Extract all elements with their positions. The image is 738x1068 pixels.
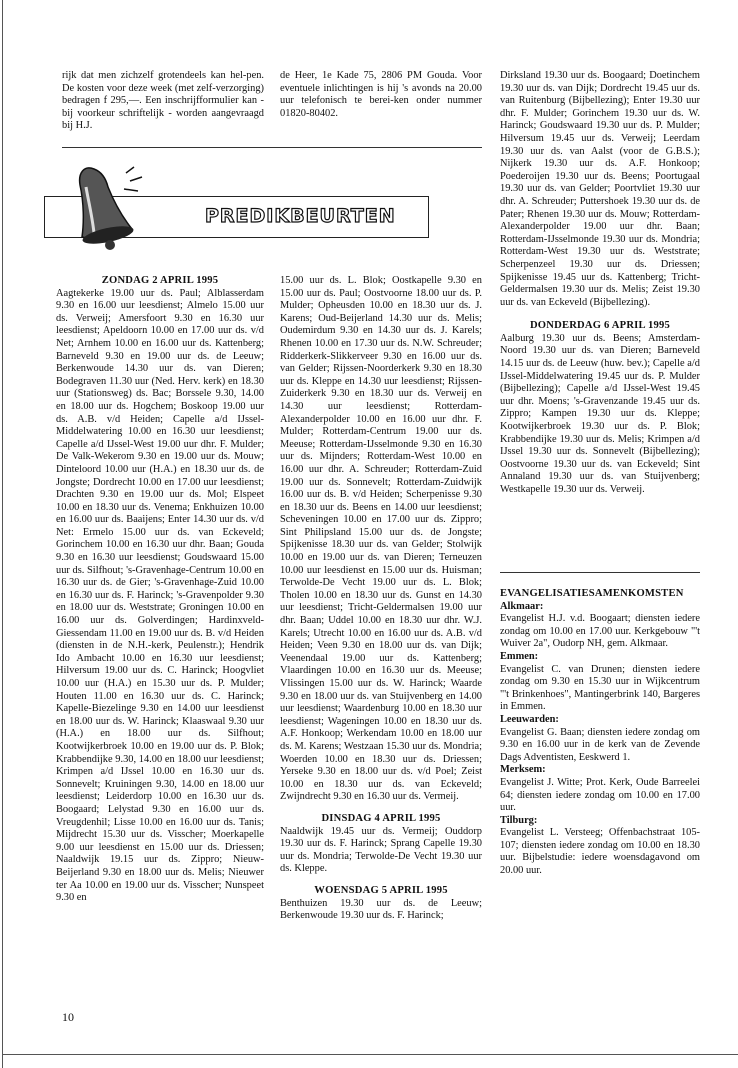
dinsdag-text: Naaldwijk 19.45 uur ds. Vermeij; Ouddorp 19.30 uur ds. F. Harinck; Sprang Capelle 19.30 uur ds. Mondria; Terwolde-De Vecht 19.30 uur ds. Kleppe. xyxy=(280,825,482,875)
zondag-heading: ZONDAG 2 APRIL 1995 xyxy=(101,275,219,286)
evangelisatie-entry xyxy=(500,651,700,714)
column-2 xyxy=(280,275,482,923)
column-1 xyxy=(56,275,264,905)
donderdag-text: Aalburg 19.30 uur ds. Beens; Amsterdam-Noord 19.30 uur ds. van Dieren; Barneveld 14.15 uur ds. de Leeuw (huw. bev.); Capelle a/d IJssel-Middelwatering 19.45 uur ds. P. Mulder (Bijbellezing); Capelle a/d IJssel-West 19.45 uur dhr. Moens; 's-Gravenzande 19.45 uur ds. Zippro; Kampen 19.30 uur ds. Kleppe; Kootwijkerbroek 19.30 uur ds. P. Blok; Krabbendijke 19.30 uur ds. Melis; Krimpen a/d IJssel 19.30 uur ds. Sonnevelt (Bijbellezing); Oostvoorne 19.30 uur ds. van Eckeveld; Sint Annaland 19.30 uur ds. van Stuijvenberg; Westkapelle 19.30 uur ds. Verweij. xyxy=(500,332,700,495)
bell-icon xyxy=(58,163,148,258)
entry-text: Evangelist L. Versteeg; Offenbachstraat 105-107; diensten iedere zondag om 10.00 en 18.30 uur. Bijbelstudie: iedere woensdagavond om 20.00 uur. xyxy=(500,827,700,877)
entry-text: Evangelist G. Baan; diensten iedere zondag om 9.30 en 16.00 uur in de kerk van de Zevende Dags Adventisten, Eeskwerd 1. xyxy=(500,726,700,763)
woensdag-text-b: Dirksland 19.30 uur ds. Boogaard; Doetinchem 19.30 uur ds. van Dijk; Dordrecht 19.45 uur ds. van Ruitenburg (Bijbellezing); Enter 19.30 uur dhr. F. Mulder; Gorinchem 19.30 uur ds. W. Harinck; Goudswaard 19.30 uur ds. P. Mulder; Hilversum 19.45 uur ds. Verweij; Leerdam 19.30 uur ds. van Aalst (voor de G.B.S.); Nijkerk 19.30 uur ds. A.F. Honkoop; Poederoijen 19.30 uur ds. Beens; Poortugaal 19.30 uur ds. van Gelder; Poortvliet 19.30 uur dhr. A. Schreuder; Puttershoek 19.30 uur ds. de Pater; Rhenen 19.30 uur ds. Mouw; Rotterdam-Alexanderpolder 19.00 uur dhr. Baan; Rotterdam-IJsselmonde 19.30 uur ds. Mondria; Rotterdam-West 19.30 uur ds. Weststrate; Scherpenzeel 19.30 uur ds. Driessen; Spijkenisse 19.45 uur ds. Kattenberg; Tricht-Geldermalsen 19.30 uur ds. Melis; Zeist 19.30 uur ds. van Eckeveld (Bijbellezing). xyxy=(500,70,700,308)
header-rule xyxy=(62,147,482,148)
evangelisatie-rule xyxy=(500,572,700,573)
column-3 xyxy=(500,70,700,497)
entry-place: Emmen: xyxy=(500,650,539,662)
dinsdag-heading: DINSDAG 4 APRIL 1995 xyxy=(321,812,441,824)
banner-title: PREDIKBEURTEN xyxy=(205,205,396,227)
zondag-text-b: 15.00 uur ds. L. Blok; Oostkapelle 9.30 en 15.00 uur ds. Paul; Oostvoorne 18.00 uur ds. P. Mulder; Opheusden 10.00 en 18.30 uur ds. J. Karens; Oud-Beijerland 14.30 uur ds. Melis; Oudemirdum 9.30 en 14.30 uur ds. J. Karels; Rhenen 10.00 en 17.30 uur ds. N.W. Schreuder; Ridderkerk-Slikkerveer 9.30 en 16.00 uur ds. van Gelder; Rijssen-Noorderkerk 9.30 en 18.30 uur ds. Kleppe en 14.30 uur leesdienst; Rijssen-Zuiderkerk 9.30 en 18.30 uur ds. Verweij en 14.30 uur leesdienst; Rotterdam-Alexanderpolder 10.00 en 16.00 uur dhr. F. Mulder; Rotterdam-Centrum 19.00 uur ds. Meeuse; Rotterdam-IJsselmonde 9.30 en 16.30 uur ds. Mijnders; Rotterdam-West 10.00 en 16.00 uur dhr. A. Schreuder; Rotterdam-Zuid 19.00 uur ds. Sonnevelt; Rotterdam-Zuidwijk 16.00 uur ds. B. v/d Heiden; Scherpenisse 9.30 en 18.30 uur ds. Beens en 14.00 uur leesdienst; Scheveningen 10.00 en 17.00 uur ds. Zippro; Sint Philipsland 15.00 uur ds. de Jongste; Spijkenisse 18.30 uur ds. van Gelder; Stolwijk 10.00 en 19.00 uur ds. van Dieren; Terneuzen 10.00 uur leesdienst en 15.00 uur ds. Huisman; Terwolde-De Vecht 19.00 uur ds. L. Blok; Tholen 10.00 en 18.30 uur ds. Gunst en 14.30 uur leesdienst; Tricht-Geldermalsen 19.00 uur dhr. Baan; Uddel 10.00 en 18.30 uur dhr. W.J. Karels; Utrecht 10.00 en 16.00 uur ds. A.B. v/d Heiden; Veen 9.30 en 18.00 uur ds. van Dijk; Veenendaal 19.00 uur ds. Kattenberg; Vlaardingen 10.00 en 16.30 uur ds. Meeuse; Vlissingen 15.00 uur ds. W. Harinck; Waarde 9.30 en 18.00 uur ds. van Stuijvenberg en 14.00 uur leesdienst; Waardenburg 10.00 en 18.30 uur leesdienst; Wageningen 10.00 en 18.30 uur ds. A.F. Honkoop; Werkendam 10.00 en 18.00 uur ds. M. Karens; Westzaan 15.30 uur ds. Mondria; Woerden 10.00 en 18.30 uur ds. Driessen; Yerseke 9.30 en 18.00 uur ds. v/d Poel; Zeist 10.00 en 18.30 uur ds. van Eckeveld; Zwijndrecht 9.30 en 16.30 uur ds. Vermeij. xyxy=(280,275,482,803)
evangelisatie-entry xyxy=(500,714,700,764)
evangelisatie-heading: EVANGELISATIESAMENKOMSTEN xyxy=(500,588,684,599)
entry-text: Evangelist J. Witte; Prot. Kerk, Oude Barreelei 64; diensten iedere zondag om 10.00 en 17.00 uur. xyxy=(500,776,700,814)
entry-place: Alkmaar: xyxy=(500,600,544,612)
evangelisatie-section xyxy=(500,588,700,878)
header-text-2: de Heer, 1e Kade 75, 2806 PM Gouda. Voor eventuele inlichtingen is hij 's avonds na 20.00 uur telefonisch te berei-ken onder nummer 01820-80402. xyxy=(280,70,482,119)
header-text-1: rijk dat men zichzelf grotendeels kan hel-pen. De kosten voor deze week (met zelf-verzorging) bedragen f 295,—. Een inschrijfformulier kan - bij voorkeur schriftelijk - worden aangevraagd bij H.J. xyxy=(62,70,264,132)
entry-place: Tilburg: xyxy=(500,814,538,826)
entry-place: Leeuwarden: xyxy=(500,713,559,725)
header-col-1 xyxy=(62,70,264,133)
entry-place: Merksem: xyxy=(500,764,546,776)
page-edge-left xyxy=(2,0,3,1068)
evangelisatie-entry xyxy=(500,601,700,651)
entry-text: Evangelist H.J. v.d. Boogaart; diensten iedere zondag om 10.00 en 17.00 uur. Kerkgebouw "'t Wuiver 2a", Oudorp NH, gem. Alkmaar. xyxy=(500,613,700,650)
page-edge-bottom xyxy=(2,1054,738,1055)
donderdag-heading: DONDERDAG 6 APRIL 1995 xyxy=(529,320,671,332)
woensdag-heading: WOENSDAG 5 APRIL 1995 xyxy=(314,884,448,896)
header-col-2 xyxy=(280,70,482,120)
page-number: 10 xyxy=(62,1010,74,1024)
zondag-text-a: Aagtekerke 19.00 uur ds. Paul; Alblasserdam 9.30 en 16.00 uur leesdienst; Almelo 15.00 uur ds. Verweij; Amersfoort 9.30 en 16.30 uur leesdienst; Apeldoorn 10.00 en 17.00 uur ds. v/d Net; Arnhem 10.00 en 16.00 uur ds. Kattenberg; Barneveld 9.30 en 19.00 uur ds. de Leeuw; Berkenwoude 14.30 uur ds. van Dieren; Bodegraven 11.30 uur (Ned. Herv. kerk) en 18.30 uur (Stationsweg) ds. Bac; Borssele 9.30, 14.00 en 18.00 uur ds. Hogchem; Boskoop 19.00 uur ds. A.B. v/d Heiden; Capelle a/d IJssel-Middelwatering 10.00 en 16.30 uur leesdienst; Capelle a/d IJssel-West 19.00 uur dhr. F. Mulder; De Valk-Wekerom 9.30 en 19.00 uur ds. Mouw; Dinteloord 10.00 uur (H.A.) en 18.30 uur ds. de Jongste; Dordrecht 10.00 en 17.00 uur leesdienst; Drachten 9.30 en 19.00 uur ds. Mol; Elspeet 10.00 en 18.30 uur ds. Venema; Enkhuizen 10.00 en 16.00 uur ds. Baaijens; Enter 14.30 uur ds. v/d Net: Ermelo 15.00 uur ds. van Eckeveld; Gorinchem 10.00 en 16.30 uur dhr. Baan; Gouda 9.30 en 16.30 uur leesdienst; Goudswaard 15.00 uur ds. Silfhout; 's-Gravenhage-Centrum 10.00 en 16.30 uur ds. de Gier; 's-Gravenhage-Zuid 10.00 en 16.30 uur ds. F. Harinck; 's-Gravenpolder 9.30 en 18.00 uur ds. Weststrate; Groningen 10.00 en 16.00 uur ds. Golverdingen; Hardinxveld-Giessendam 11.00 en 19.00 uur ds. B. v/d Heiden (diensten in de N.H.-kerk, Peulenstr.); Hendrik Ido Ambacht 10.00 en 16.30 uur leesdienst; Hilversum 19.00 uur ds. C. Harinck; Hoogvliet 10.00 uur (H.A.) en 15.30 uur ds. P. Mulder; Houten 11.00 en 16.30 uur ds. C. Harinck; Kapelle-Biezelinge 9.30 en 14.00 uur leesdienst en 18.00 uur ds. W. Harinck; Klaaswaal 9.30 uur (H.A.) en 18.00 uur ds. Silfhout; Kootwijkerbroek 10.00 en 19.00 uur ds. P. Blok; Krabbendijke 9.30, 14.00 en 18.00 uur leesdienst; Krimpen a/d IJssel 10.00 en 16.30 uur ds. Sonnevelt; Kruiningen 9.30, 14.00 en 18.00 uur leesdienst; Leiderdorp 10.00 en 16.30 uur ds. Boogaard; Lelystad 9.30 en 16.00 uur ds. Vreugdenhil; Lisse 10.00 en 16.00 uur ds. Tanis; Mijdrecht 15.30 uur ds. Visscher; Moerkapelle 9.00 uur leesdienst en 15.00 uur ds. Driessen; Naaldwijk 19.15 uur ds. Zippro; Nieuw-Beijerland 9.30 en 18.00 uur ds. Melis; Nieuwer ter Aa 10.00 en 19.00 uur ds. Visscher; Nunspeet 9.30 en xyxy=(56,287,264,904)
woensdag-text-a: Benthuizen 19.30 uur ds. de Leeuw; Berkenwoude 19.30 uur ds. F. Harinck; xyxy=(280,897,482,922)
evangelisatie-entry xyxy=(500,815,700,878)
evangelisatie-entry xyxy=(500,764,700,814)
entry-text: Evangelist C. van Drunen; diensten iedere zondag om 9.30 en 15.30 uur in Wijkcentrum "'t Brinkenhoes", Mantingerbrink 140, Bargeres in Emmen. xyxy=(500,663,700,713)
